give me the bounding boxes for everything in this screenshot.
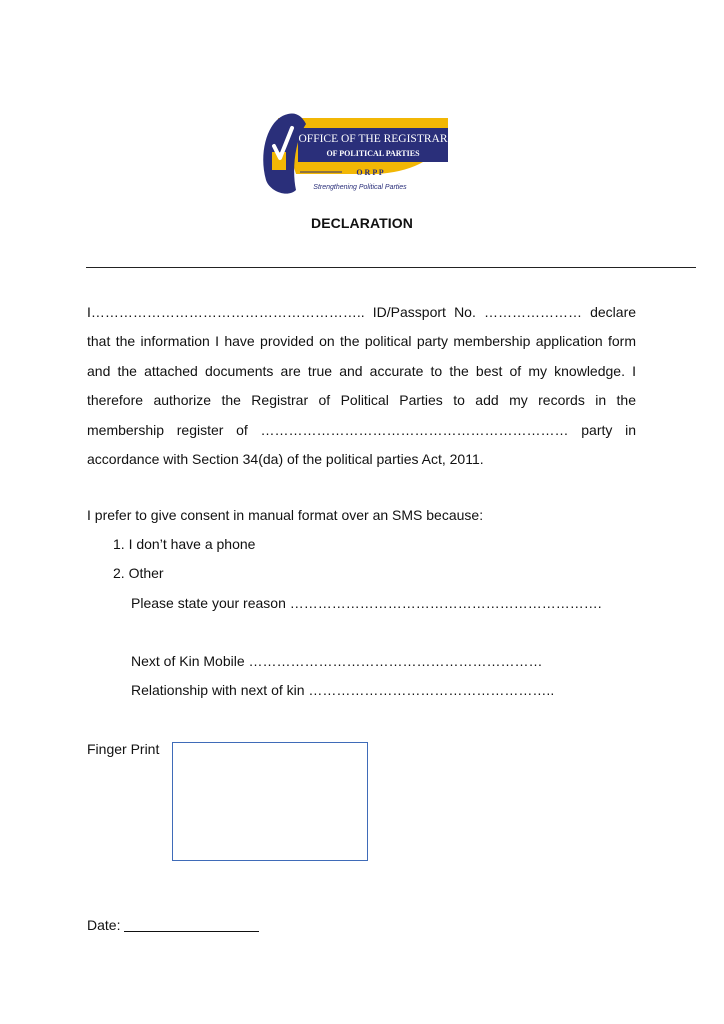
declaration-line-2: that the information I have provided on the political party membership application form (87, 333, 636, 350)
date-label: Date: (87, 917, 121, 933)
kin-relationship-field-label: Relationship with next of kin …………………………………………….. (131, 682, 555, 698)
declaration-line-4: therefore authorize the Registrar of Political Parties to add my records in the (87, 392, 636, 409)
name-id-field-text: I………………………………………………….. ID/Passport (87, 304, 446, 320)
declaration-line-5 (87, 416, 636, 445)
reason-field-label: Please state your reason …………………………………………………………. (131, 595, 602, 611)
logo-title-line2: OF POLITICAL PARTIES (326, 149, 420, 158)
party-in-text: party in (581, 421, 636, 438)
consent-intro: I prefer to give consent in manual format over an SMS because: (87, 507, 484, 523)
consent-option-other: 2. Other (113, 565, 164, 581)
logo-tagline: Strengthening Political Parties (313, 184, 407, 191)
date-signature-line (124, 916, 259, 932)
fingerprint-label: Finger Print (87, 741, 160, 757)
party-name-field: ………………………………………………………… (260, 421, 569, 438)
orpp-logo (258, 112, 454, 196)
logo-acronym: O R P P (356, 168, 384, 177)
no-text: No. (454, 304, 476, 320)
declaration-line-6: accordance with Section 34(da) of the political parties Act, 2011. (87, 450, 484, 467)
declaration-line-3: and the attached documents are true and accurate to the best of my knowledge. I (87, 362, 636, 379)
date-row (87, 916, 259, 934)
fingerprint-box (172, 742, 368, 861)
declare-text: declare (590, 304, 636, 320)
declaration-line-1 (87, 298, 636, 327)
id-number-field: ………………… (483, 304, 582, 320)
logo-title-line1: OFFICE OF THE REGISTRAR (298, 133, 448, 145)
header-divider (86, 267, 696, 268)
kin-mobile-field-label: Next of Kin Mobile ……………………………………………………… (131, 653, 543, 669)
declaration-paragraph (87, 298, 636, 474)
page-title: DECLARATION (311, 215, 413, 231)
membership-register-text: membership register of (87, 421, 248, 438)
consent-option-no-phone: 1. I don’t have a phone (113, 536, 256, 552)
